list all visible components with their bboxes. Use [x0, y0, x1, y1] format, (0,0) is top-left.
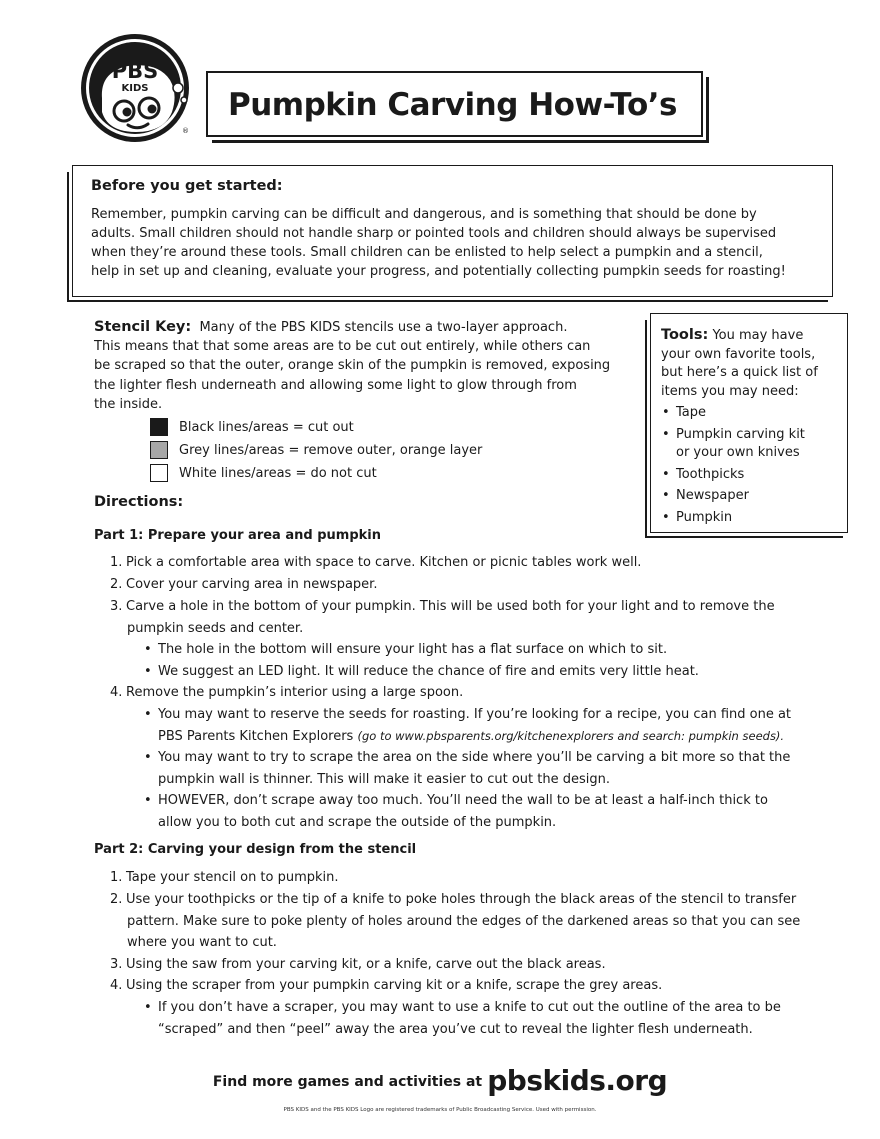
- legend-grey: [150, 440, 482, 460]
- part2-step1: 1. Tape your stencil on to pumpkin.: [110, 870, 339, 885]
- tools-label: Tools:: [661, 327, 709, 343]
- tool-item: • Tape: [659, 404, 805, 423]
- part1-step3-bullet: • We suggest an LED light. It will reduce the chance of fire and emits very little heat.: [144, 664, 699, 679]
- part1-heading: Part 1: Prepare your area and pumpkin: [94, 528, 381, 543]
- white-swatch: [150, 464, 168, 482]
- legend-black: [150, 417, 354, 437]
- part1-step4: 4. Remove the pumpkin’s interior using a large spoon.: [110, 685, 464, 700]
- stencil-line: be scraped so that the outer, orange skin of the pumpkin is removed, exposing: [94, 358, 611, 374]
- disclaimer: PBS KIDS and the PBS KIDS Logo are registered trademarks of Public Broadcasting Service. Used with permission.: [283, 1107, 597, 1113]
- title-box: [206, 71, 703, 137]
- page-title: Pumpkin Carving How-To’s: [228, 87, 677, 123]
- svg-text:PBS: PBS: [111, 59, 159, 83]
- legend-text: White lines/areas = do not cut: [179, 465, 377, 481]
- before-line: Remember, pumpkin carving can be difficult and dangerous, and is something that should be done by: [91, 207, 757, 222]
- directions-heading: Directions:: [94, 494, 184, 510]
- black-swatch: [150, 418, 168, 436]
- before-text: [91, 205, 826, 281]
- part1-step4-bullet: • You may want to try to scrape the area on the side where you’ll be carving a bit more so that the pumpkin wall is thinner. This will make it easier to cut out the design.: [144, 750, 791, 787]
- part1-step3: 3. Carve a hole in the bottom of your pumpkin. This will be used both for your light and to remove the pumpkin seeds and center.: [110, 599, 775, 636]
- part1-step4-bullet: • You may want to reserve the seeds for roasting. If you’re looking for a recipe, you can find one at PBS Parents Kitchen Explorers (go to www.pbsparents.org/kitchenexplorers and search: pumpkin seeds).: [144, 707, 792, 744]
- footer: [0, 1064, 880, 1097]
- stencil-line: Many of the PBS KIDS stencils use a two-layer approach.: [199, 320, 568, 335]
- svg-text:®: ®: [182, 127, 189, 135]
- before-line: help in set up and cleaning, evaluate your progress, and potentially collecting pumpkin seeds for roasting!: [91, 264, 786, 279]
- before-you-start-box: [72, 165, 833, 297]
- stencil-key-label: Stencil Key:: [94, 319, 192, 335]
- part2-step4: 4. Using the scraper from your pumpkin carving kit or a knife, scrape the grey areas.: [110, 978, 663, 993]
- tools-intro-line: your own favorite tools,: [661, 346, 816, 362]
- stencil-key: [94, 318, 642, 414]
- tool-item: • Toothpicks: [659, 466, 805, 485]
- legend-text: Grey lines/areas = remove outer, orange layer: [179, 442, 483, 458]
- tool-item: • Pumpkin carving kit or your own knives: [659, 426, 805, 463]
- before-line: when they’re around these tools. Small children can be enlisted to help select a pumpkin and a stencil,: [91, 245, 763, 260]
- stencil-line: the inside.: [94, 396, 163, 412]
- stencil-line: the lighter flesh underneath and allowing some light to glow through from: [94, 377, 577, 393]
- legend-white: [150, 463, 377, 483]
- part2-step4-bullet: • If you don’t have a scraper, you may want to use a knife to cut out the outline of the area to be “scraped” and then “peel” away the area you’ve cut to reveal the lighter flesh underneath.: [144, 1000, 781, 1037]
- before-line: adults. Small children should not handle sharp or pointed tools and children should always be supervised: [91, 226, 777, 241]
- part1-step2: 2. Cover your carving area in newspaper.: [110, 577, 378, 592]
- part1-step1: 1. Pick a comfortable area with space to carve. Kitchen or picnic tables work well.: [110, 555, 642, 570]
- tools-intro-line: but here’s a quick list of: [661, 365, 818, 380]
- part1-step4-bullet: • HOWEVER, don’t scrape away too much. You’ll need the wall to be at least a half-inch thick to allow you to both cut and scrape the outside of the pumpkin.: [144, 793, 768, 830]
- part2-step2: 2. Use your toothpicks or the tip of a knife to poke holes through the black areas of the stencil to transfer pattern. Make sure to poke plenty of holes around the edges of the darkened areas so that you can see where you want to cut.: [110, 892, 801, 950]
- tool-item: • Newspaper: [659, 487, 805, 506]
- tools-list: [659, 404, 805, 530]
- grey-swatch: [150, 441, 168, 459]
- part2-step3: 3. Using the saw from your carving kit, or a knife, carve out the black areas.: [110, 957, 606, 972]
- tools-intro: [661, 326, 841, 401]
- tools-box: [650, 313, 848, 533]
- tools-intro-line: You may have: [712, 328, 804, 343]
- legend-text: Black lines/areas = cut out: [179, 419, 354, 435]
- part1-step3-bullet: • The hole in the bottom will ensure your light has a flat surface on which to sit.: [144, 642, 668, 657]
- part2-heading: Part 2: Carving your design from the stencil: [94, 842, 417, 857]
- pbs-kids-logo: [78, 32, 196, 150]
- footer-site-link[interactable]: pbskids.org: [487, 1064, 668, 1097]
- tools-intro-line: items you may need:: [661, 383, 799, 399]
- stencil-line: This means that that some areas are to be cut out entirely, while others can: [94, 339, 591, 355]
- svg-text:KIDS: KIDS: [121, 83, 149, 94]
- footer-text: Find more games and activities at: [212, 1074, 483, 1090]
- tool-item: • Pumpkin: [659, 509, 805, 528]
- before-heading: Before you get started:: [91, 178, 283, 194]
